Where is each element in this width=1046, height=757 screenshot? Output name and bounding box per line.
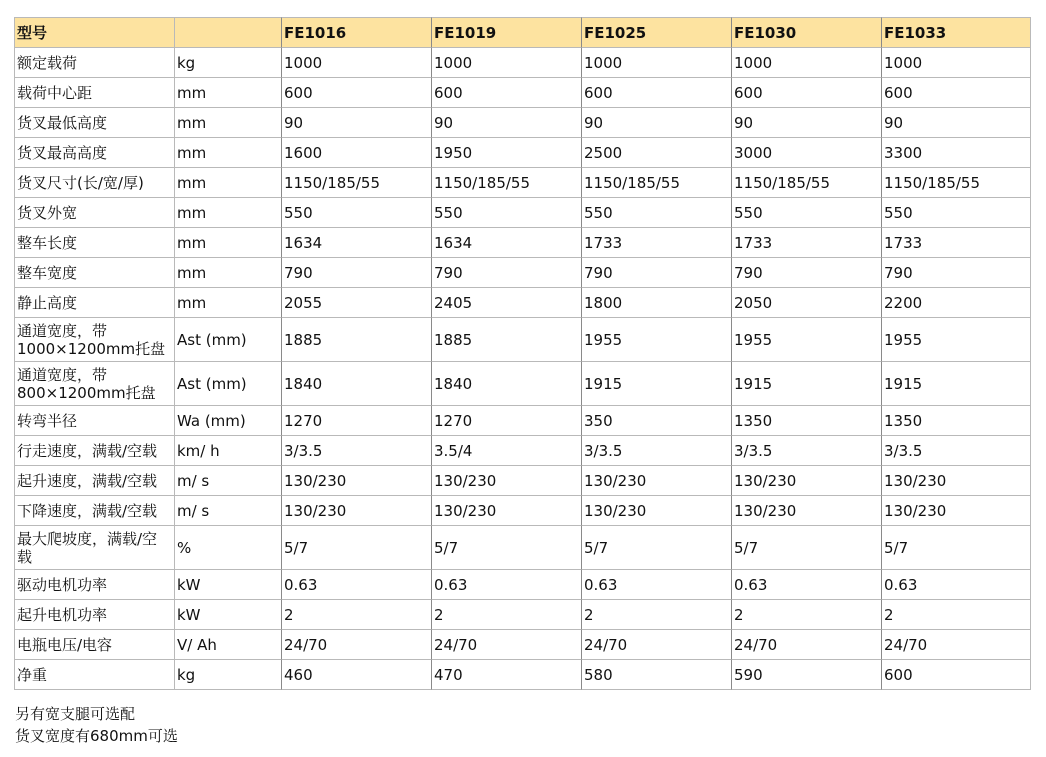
value-cell: 1150/185/55 [281, 167, 431, 197]
value-cell: 1000 [281, 47, 431, 77]
value-cell: 24/70 [581, 629, 731, 659]
row-label-cell: 下降速度，满载/空载 [14, 495, 174, 525]
value-cell: 1840 [281, 361, 431, 405]
value-cell: 1270 [281, 405, 431, 435]
value-cell: 5/7 [581, 525, 731, 569]
table-row [14, 435, 1031, 465]
value-cell: 1634 [431, 227, 581, 257]
unit-cell: m/ s [174, 495, 281, 525]
row-label-cell: 行走速度，满载/空载 [14, 435, 174, 465]
notes [15, 703, 178, 747]
unit-cell: mm [174, 77, 281, 107]
value-cell: 90 [581, 107, 731, 137]
value-cell: 24/70 [431, 629, 581, 659]
table-row [14, 107, 1031, 137]
note-wide-legs: 另有宽支腿可选配 [15, 705, 136, 723]
value-cell: 5/7 [431, 525, 581, 569]
value-cell: 3/3.5 [731, 435, 881, 465]
value-cell: 0.63 [881, 569, 1031, 599]
table-row [14, 659, 1031, 690]
table-row [14, 465, 1031, 495]
header-cell-fe1025: FE1025 [581, 17, 731, 47]
header-cell-fe1033: FE1033 [881, 17, 1031, 47]
table-row [14, 77, 1031, 107]
row-label-cell: 整车宽度 [14, 257, 174, 287]
value-cell: 1915 [881, 361, 1031, 405]
value-cell: 1915 [731, 361, 881, 405]
value-cell: 1840 [431, 361, 581, 405]
row-label-cell: 静止高度 [14, 287, 174, 317]
value-cell: 1733 [581, 227, 731, 257]
value-cell: 550 [281, 197, 431, 227]
value-cell: 550 [581, 197, 731, 227]
table-row [14, 197, 1031, 227]
value-cell: 790 [881, 257, 1031, 287]
table-row [14, 167, 1031, 197]
value-cell: 90 [731, 107, 881, 137]
row-label-cell: 货叉最高高度 [14, 137, 174, 167]
unit-cell: Wa (mm) [174, 405, 281, 435]
value-cell: 1000 [431, 47, 581, 77]
value-cell: 600 [431, 77, 581, 107]
value-cell: 2 [431, 599, 581, 629]
value-cell: 130/230 [431, 465, 581, 495]
unit-cell: mm [174, 257, 281, 287]
value-cell: 1955 [881, 317, 1031, 361]
value-cell: 1885 [431, 317, 581, 361]
value-cell: 600 [281, 77, 431, 107]
value-cell: 2200 [881, 287, 1031, 317]
table-row [14, 287, 1031, 317]
value-cell: 790 [281, 257, 431, 287]
value-cell: 24/70 [881, 629, 1031, 659]
value-cell: 90 [281, 107, 431, 137]
value-cell: 3300 [881, 137, 1031, 167]
table-row [14, 495, 1031, 525]
row-label-cell: 货叉尺寸(长/宽/厚) [14, 167, 174, 197]
value-cell: 130/230 [581, 495, 731, 525]
value-cell: 3/3.5 [281, 435, 431, 465]
value-cell: 130/230 [731, 465, 881, 495]
row-label-cell: 电瓶电压/电容 [14, 629, 174, 659]
value-cell: 1150/185/55 [731, 167, 881, 197]
value-cell: 1150/185/55 [881, 167, 1031, 197]
value-cell: 580 [581, 659, 731, 690]
header-cell-fe1030: FE1030 [731, 17, 881, 47]
value-cell: 2050 [731, 287, 881, 317]
value-cell: 2 [881, 599, 1031, 629]
value-cell: 1000 [581, 47, 731, 77]
row-label-cell: 载荷中心距 [14, 77, 174, 107]
value-cell: 470 [431, 659, 581, 690]
value-cell: 1950 [431, 137, 581, 167]
value-cell: 1733 [881, 227, 1031, 257]
value-cell: 350 [581, 405, 731, 435]
value-cell: 5/7 [881, 525, 1031, 569]
row-label-cell: 驱动电机功率 [14, 569, 174, 599]
value-cell: 1733 [731, 227, 881, 257]
value-cell: 0.63 [581, 569, 731, 599]
value-cell: 24/70 [731, 629, 881, 659]
value-cell: 130/230 [881, 465, 1031, 495]
value-cell: 550 [881, 197, 1031, 227]
value-cell: 590 [731, 659, 881, 690]
unit-cell: kW [174, 569, 281, 599]
value-cell: 0.63 [281, 569, 431, 599]
value-cell: 790 [581, 257, 731, 287]
value-cell: 1634 [281, 227, 431, 257]
unit-cell: mm [174, 107, 281, 137]
value-cell: 1150/185/55 [581, 167, 731, 197]
row-label-cell: 货叉外宽 [14, 197, 174, 227]
value-cell: 130/230 [281, 495, 431, 525]
value-cell: 5/7 [731, 525, 881, 569]
row-label-cell: 额定载荷 [14, 47, 174, 77]
unit-cell: kg [174, 47, 281, 77]
header-cell-model: 型号 [14, 17, 174, 47]
value-cell: 600 [881, 659, 1031, 690]
table-row [14, 137, 1031, 167]
row-label-cell: 最大爬坡度，满载/空载 [14, 525, 174, 569]
row-label-cell: 通道宽度，带800×1200mm托盘 [14, 361, 174, 405]
value-cell: 1350 [881, 405, 1031, 435]
unit-cell: km/ h [174, 435, 281, 465]
value-cell: 1885 [281, 317, 431, 361]
value-cell: 2055 [281, 287, 431, 317]
value-cell: 90 [431, 107, 581, 137]
table-row [14, 227, 1031, 257]
value-cell: 5/7 [281, 525, 431, 569]
header-cell-unit [174, 17, 281, 47]
value-cell: 130/230 [881, 495, 1031, 525]
value-cell: 130/230 [431, 495, 581, 525]
value-cell: 3.5/4 [431, 435, 581, 465]
note-fork-width: 货叉宽度有680mm可选 [15, 727, 178, 745]
table-row [14, 569, 1031, 599]
value-cell: 2 [581, 599, 731, 629]
unit-cell: kg [174, 659, 281, 690]
table-row [14, 599, 1031, 629]
value-cell: 1600 [281, 137, 431, 167]
value-cell: 2 [731, 599, 881, 629]
table-header-row [14, 17, 1031, 47]
value-cell: 1350 [731, 405, 881, 435]
value-cell: 130/230 [581, 465, 731, 495]
header-cell-fe1016: FE1016 [281, 17, 431, 47]
value-cell: 1955 [731, 317, 881, 361]
spec-table-body [14, 17, 1031, 690]
table-row [14, 525, 1031, 569]
value-cell: 1955 [581, 317, 731, 361]
unit-cell: mm [174, 197, 281, 227]
unit-cell: mm [174, 137, 281, 167]
row-label-cell: 转弯半径 [14, 405, 174, 435]
value-cell: 3000 [731, 137, 881, 167]
table-row [14, 47, 1031, 77]
table-row [14, 257, 1031, 287]
table-row [14, 405, 1031, 435]
table-row [14, 361, 1031, 405]
value-cell: 1800 [581, 287, 731, 317]
value-cell: 0.63 [731, 569, 881, 599]
header-cell-fe1019: FE1019 [431, 17, 581, 47]
table-row [14, 629, 1031, 659]
value-cell: 2405 [431, 287, 581, 317]
table-row [14, 317, 1031, 361]
value-cell: 0.63 [431, 569, 581, 599]
value-cell: 2 [281, 599, 431, 629]
unit-cell: mm [174, 227, 281, 257]
row-label-cell: 起升速度，满载/空载 [14, 465, 174, 495]
unit-cell: V/ Ah [174, 629, 281, 659]
value-cell: 600 [581, 77, 731, 107]
unit-cell: mm [174, 167, 281, 197]
value-cell: 550 [431, 197, 581, 227]
unit-cell: % [174, 525, 281, 569]
value-cell: 1000 [731, 47, 881, 77]
row-label-cell: 整车长度 [14, 227, 174, 257]
row-label-cell: 起升电机功率 [14, 599, 174, 629]
value-cell: 550 [731, 197, 881, 227]
value-cell: 2500 [581, 137, 731, 167]
spec-table [14, 17, 1031, 690]
unit-cell: mm [174, 287, 281, 317]
value-cell: 460 [281, 659, 431, 690]
value-cell: 600 [881, 77, 1031, 107]
value-cell: 790 [431, 257, 581, 287]
unit-cell: kW [174, 599, 281, 629]
value-cell: 130/230 [281, 465, 431, 495]
value-cell: 130/230 [731, 495, 881, 525]
value-cell: 600 [731, 77, 881, 107]
unit-cell: Ast (mm) [174, 361, 281, 405]
row-label-cell: 货叉最低高度 [14, 107, 174, 137]
unit-cell: Ast (mm) [174, 317, 281, 361]
value-cell: 790 [731, 257, 881, 287]
value-cell: 1150/185/55 [431, 167, 581, 197]
value-cell: 1000 [881, 47, 1031, 77]
value-cell: 1270 [431, 405, 581, 435]
value-cell: 24/70 [281, 629, 431, 659]
unit-cell: m/ s [174, 465, 281, 495]
value-cell: 90 [881, 107, 1031, 137]
value-cell: 3/3.5 [581, 435, 731, 465]
row-label-cell: 净重 [14, 659, 174, 690]
value-cell: 1915 [581, 361, 731, 405]
row-label-cell: 通道宽度，带1000×1200mm托盘 [14, 317, 174, 361]
value-cell: 3/3.5 [881, 435, 1031, 465]
